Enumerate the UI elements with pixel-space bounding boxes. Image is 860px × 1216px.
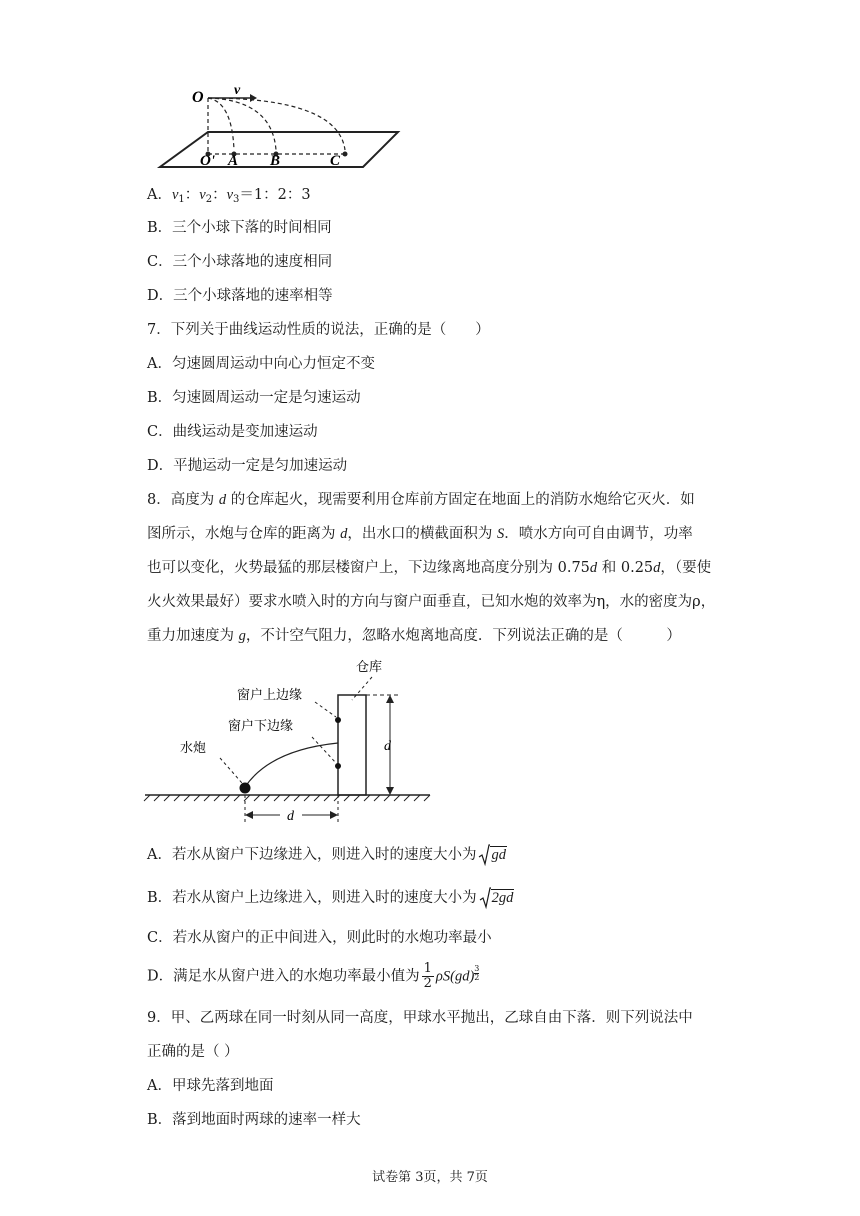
q8-stem-line-2: [147, 524, 693, 544]
q9-stem-line-1: 9．甲、乙两球在同一时刻从同一高度，甲球水平抛出，乙球自由下落．则下列说法中: [147, 1010, 693, 1026]
var-d: d: [340, 526, 348, 542]
q8-text: ，出水口的横截面积为: [347, 526, 497, 542]
q8-stem-line-1: [147, 490, 695, 510]
q8-option-d[interactable]: [147, 962, 479, 992]
subscript-2: 2: [205, 194, 213, 205]
sqrt-radicand: 2gd: [491, 890, 514, 906]
q8-text: 8．高度为: [147, 492, 219, 508]
label-lower-edge: 窗户下边缘: [228, 719, 294, 734]
q8-text: 重力加速度为: [147, 628, 239, 644]
exponent-three-halves: [474, 965, 479, 982]
subscript-3: 3: [233, 194, 240, 205]
var-s: S: [496, 526, 505, 542]
trajectory-b: [208, 98, 276, 150]
window-lower-edge-point: [335, 763, 341, 769]
q8-text: ，不计空气阻力，忽略水炮离地高度．下列说法正确的是（ ）: [245, 628, 681, 644]
radical-sign-icon: [478, 843, 490, 867]
leader-upper-edge: [315, 702, 336, 717]
q6-option-b[interactable]: B．三个小球下落的时间相同: [147, 220, 332, 236]
q8-stem-line-5: [147, 626, 681, 646]
trajectory-c: [208, 98, 345, 150]
subscript-1: 1: [178, 194, 185, 205]
q8-text: 的仓库起火，现需要利用仓库前方固定在地面上的消防水炮给它灭火．如: [226, 492, 695, 508]
power-expression: ρS(gd): [435, 968, 475, 985]
var-g: g: [238, 628, 246, 644]
var-v3: v: [226, 187, 234, 203]
label-v: v: [234, 83, 241, 98]
q8-option-d-text: D．满足水从窗户进入的水炮功率最小值为: [147, 968, 420, 985]
q9-option-a[interactable]: A．甲球先落到地面: [147, 1078, 274, 1094]
label-c: C: [330, 153, 341, 169]
warehouse-outline: [338, 695, 366, 795]
sqrt-radicand: gd: [491, 847, 506, 863]
exponent-denominator: 2: [474, 972, 480, 982]
q8-option-c[interactable]: C．若水从窗户的正中间进入，则此时的水炮功率最小: [147, 930, 492, 946]
q8-text: ，（要使: [660, 560, 712, 576]
q6-option-a-ratio: ＝1：2：3: [239, 187, 311, 203]
point-c: [343, 152, 348, 157]
radical-sign-icon: [479, 886, 491, 910]
label-o-prime: O': [200, 153, 215, 169]
var-v2: v: [199, 187, 206, 203]
leader-cannon: [220, 758, 242, 783]
water-cannon: [240, 783, 251, 794]
q7-option-a[interactable]: A．匀速圆周运动中向心力恒定不变: [147, 356, 375, 372]
sqrt-gd: [478, 845, 507, 865]
fraction-denominator: 2: [423, 976, 432, 991]
exponent-numerator: 3: [474, 963, 480, 973]
fraction-one-half: [422, 962, 434, 991]
q8-option-b-text: B．若水从窗户上边缘进入，则进入时的速度大小为: [147, 890, 477, 906]
q6-option-a[interactable]: A．$v_1$：$v_2$：$v_3=1$：2：3: [147, 187, 311, 205]
q8-option-b[interactable]: [147, 888, 514, 908]
var-d: d: [589, 560, 598, 576]
q8-text: 和 0.25: [597, 560, 654, 576]
leader-warehouse: [352, 677, 372, 700]
page-footer: 试卷第 3页，共 7页: [372, 1170, 488, 1185]
label-b: B: [270, 153, 281, 169]
q8-option-a-text: A．若水从窗户下边缘进入，则进入时的速度大小为: [147, 847, 477, 863]
label-cannon: 水炮: [180, 741, 207, 756]
var-d: d: [218, 492, 227, 508]
projectile-diagram: [150, 80, 410, 170]
q8-text: 也可以变化，火势最猛的那层楼窗户上，下边缘离地高度分别为 0.75: [147, 560, 590, 576]
q8-stem-line-3: [147, 558, 711, 578]
var-v1: v: [171, 187, 179, 203]
q8-option-a[interactable]: [147, 845, 507, 865]
distance-label: d: [287, 809, 294, 824]
fraction-numerator: 1: [423, 961, 432, 976]
q6-option-c[interactable]: C．三个小球落地的速度相同: [147, 254, 333, 270]
distance-arrow-left: [245, 811, 253, 819]
height-label: d: [384, 739, 391, 754]
label-a: A: [228, 153, 239, 169]
q8-text: 图所示，水炮与仓库的距离为: [147, 526, 341, 542]
q8-text: ．喷水方向可自由调节，功率: [504, 526, 693, 542]
window-upper-edge-point: [335, 717, 341, 723]
q7-stem: 7．下列关于曲线运动性质的说法，正确的是（ ）: [147, 322, 490, 338]
q6-option-d[interactable]: D．三个小球落地的速率相等: [147, 288, 333, 304]
q9-stem-line-2: 正确的是（ ）: [147, 1044, 239, 1060]
sqrt-2gd: [479, 888, 515, 908]
q9-option-b[interactable]: B．落到地面时两球的速率一样大: [147, 1112, 361, 1128]
var-d: d: [653, 560, 661, 576]
label-o: O: [192, 89, 204, 106]
trajectory-a: [208, 98, 234, 150]
q6-option-a-prefix: A．: [147, 187, 172, 203]
label-warehouse: 仓库: [356, 660, 383, 675]
distance-arrow-right: [330, 811, 338, 819]
q7-option-c[interactable]: C．曲线运动是变加速运动: [147, 424, 318, 440]
q8-stem-line-4: 火火效果最好）要求水喷入时的方向与窗户面垂直，已知水炮的效率为η，水的密度为ρ，: [147, 594, 716, 610]
water-cannon-diagram: [140, 655, 440, 825]
leader-lower-edge: [312, 737, 336, 763]
water-jet-trajectory: [245, 743, 338, 787]
velocity-arrow: [250, 94, 257, 102]
ground-hatching: [144, 795, 430, 801]
height-arrow-top: [386, 695, 394, 703]
q7-option-b[interactable]: B．匀速圆周运动一定是匀速运动: [147, 390, 361, 406]
label-upper-edge: 窗户上边缘: [237, 688, 303, 703]
height-arrow-bottom: [386, 787, 394, 795]
q7-option-d[interactable]: D．平抛运动一定是匀加速运动: [147, 458, 348, 474]
